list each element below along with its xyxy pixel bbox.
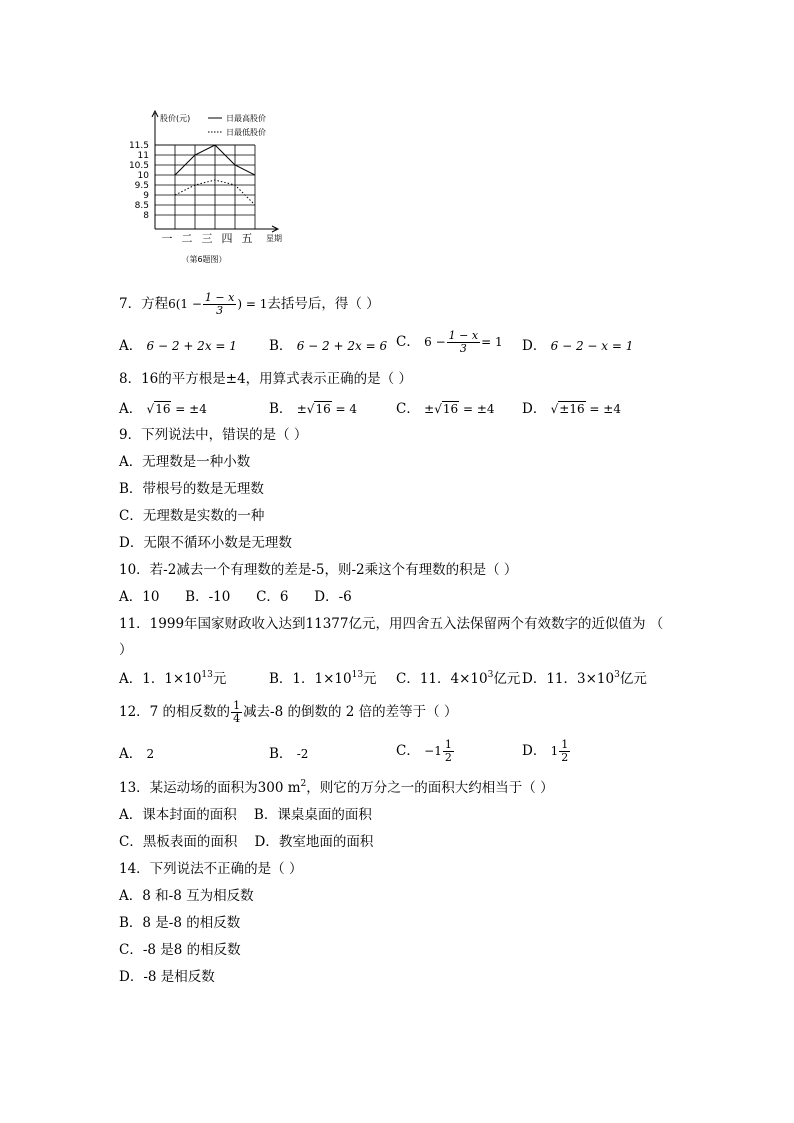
x-tick-label: 三	[201, 232, 213, 245]
x-axis-label: 星期	[266, 234, 282, 243]
y-tick-label: 8	[143, 211, 149, 221]
legend-label-low: 日最低股价	[226, 128, 266, 137]
q9-option-c: C．无理数是实数的一种	[119, 508, 265, 524]
q10-options: A．10 B．-10 C．6 D．-6	[119, 589, 352, 605]
q9-option-d: D．无限不循环小数是无理数	[119, 535, 292, 551]
q11-option-c: C．11．$4\times 10^3$亿元	[396, 670, 521, 687]
legend-label-high: 日最高股价	[226, 114, 266, 123]
q13-options-line1: A．课本封面的面积 B．课桌桌面的面积	[119, 807, 372, 823]
q14-option-b: B．8 是-8 的相反数	[119, 915, 241, 931]
x-tick-label: 四	[221, 232, 233, 245]
q7-option-b: B． 6 − 2 + 2x = 6	[269, 338, 388, 354]
q9-stem: 9．下列说法中，错误的是（ ）	[119, 427, 308, 443]
q8-option-c: C． ±√16 = ±4	[396, 401, 495, 417]
q11-option-d: D．11．$3\times 10^3$亿元	[522, 670, 647, 687]
q14-stem: 14．下列说法不正确的是（ ）	[119, 861, 303, 877]
x-tick-label: 一	[161, 232, 173, 245]
y-tick-label: 10	[137, 171, 149, 181]
q7-option-d: D． 6 − 2 − x = 1	[522, 338, 634, 354]
q14-option-d: D．-8 是相反数	[119, 969, 215, 985]
x-tick-label: 二	[181, 232, 193, 245]
q11-stem-cont: ）	[119, 642, 133, 658]
q12-option-b: B． -2	[269, 746, 309, 762]
q12-option-c: C． −1 $\frac{1}{2}$	[396, 738, 452, 764]
q12-option-a: A． 2	[119, 746, 155, 762]
q8-option-d: D． √±16 = ±4	[522, 401, 621, 417]
q11-option-a: A．1．$1\times 10^{13}$元	[119, 670, 227, 687]
q8-option-a: A． √16 = ±4	[119, 401, 207, 417]
y-tick-label: 11.5	[128, 141, 149, 151]
q9-option-b: B．带根号的数是无理数	[119, 481, 264, 497]
y-axis-label: 股价(元)	[160, 114, 191, 123]
q8-option-b: B． ±√16 = 4	[269, 401, 358, 417]
x-tick-label: 五	[241, 232, 253, 245]
q12-stem: 12．7 的相反数的 $\frac{1}{4}$ 减去-8 的倒数的 2 倍的差等于（ ）	[119, 699, 458, 725]
q7-option-c: C． 6 − $\frac{1 - x}{3}$ = 1	[396, 329, 503, 355]
y-tick-label: 9.5	[134, 181, 149, 191]
q11-stem: 11．1999年国家财政收入达到11377亿元，用四舍五入法保留两个有效数字的近似值为 （	[119, 616, 664, 632]
q7-option-a: A． 6 − 2 + 2x = 1	[119, 338, 237, 354]
q14-option-c: C．-8 是8 的相反数	[119, 942, 241, 958]
q13-stem: 13．某运动场的面积为300 $m^2$，则它的万分之一的面积大约相当于（ ）	[119, 779, 554, 796]
q9-option-a: A．无理数是一种小数	[119, 454, 251, 470]
y-tick-label: 9	[143, 191, 149, 201]
q10-stem: 10．若-2减去一个有理数的差是-5，则-2乘这个有理数的积是（ ）	[119, 562, 518, 578]
q8-stem: 8．16的平方根是±4，用算式表示正确的是（ ）	[119, 371, 412, 387]
y-tick-label: 11	[137, 151, 149, 161]
q12-option-d: D． 1 $\frac{1}{2}$	[522, 738, 569, 764]
chart-caption: （第6题图）	[181, 255, 227, 264]
q7-stem: 7．方程6(1 − $\frac{1 - x}{3}$ ) = 1去括号后，得（ ）	[119, 291, 380, 317]
y-tick-label: 8.5	[134, 201, 149, 211]
stock-price-chart	[120, 105, 300, 270]
q11-option-b: B．1．$1\times 10^{13}$元	[269, 670, 377, 687]
q13-options-line2: C．黑板表面的面积 D．教室地面的面积	[119, 834, 374, 850]
q14-option-a: A．8 和-8 互为相反数	[119, 888, 254, 904]
y-tick-label: 10.5	[128, 161, 149, 171]
